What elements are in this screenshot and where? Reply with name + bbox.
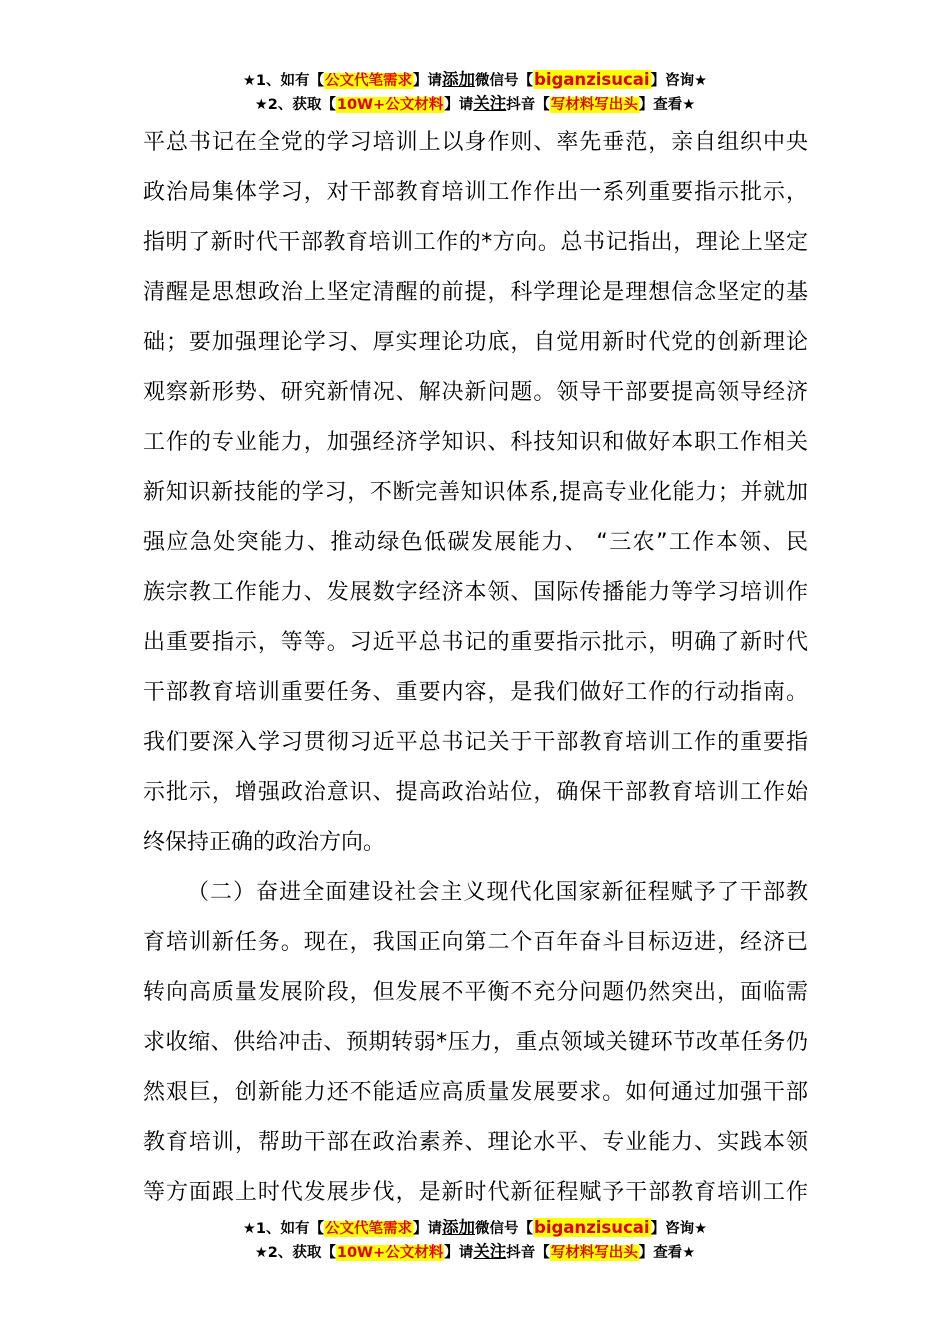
banner-line-1: ★1、如有【公文代笔需求】请添加微信号【biganzisucai】咨询★	[242, 1218, 708, 1237]
text-line: 指明了新时代干部教育培训工作的*方向。总书记指出，理论上坚定	[143, 230, 808, 255]
highlight-service: 公文代笔需求	[325, 1221, 413, 1237]
douyin-account: 写材料写出头	[550, 97, 638, 113]
header-banner	[0, 68, 950, 116]
text-line: 新知识新技能的学习，不断完善知识体系,提高专业化能力；并就加	[143, 480, 808, 505]
text-line: 育培训新任务。现在，我国正向第二个百年奋斗目标迈进，经济已	[143, 930, 808, 955]
text-line: 族宗教工作能力、发展数字经济本领、国际传播能力等学习培训作	[143, 580, 808, 605]
text-line: 平总书记在全党的学习培训上以身作则、率先垂范，亲自组织中央	[143, 130, 808, 155]
highlight-materials: 10W+公文材料	[336, 1245, 444, 1261]
text-line: 清醒是思想政治上坚定清醒的前提，科学理论是理想信念坚定的基	[143, 280, 808, 305]
banner-line-1: ★1、如有【公文代笔需求】请添加微信号【biganzisucai】咨询★	[242, 70, 708, 89]
highlight-materials: 10W+公文材料	[336, 97, 444, 113]
douyin-account: 写材料写出头	[550, 1245, 638, 1261]
highlight-service: 公文代笔需求	[325, 73, 413, 89]
text-line: 求收缩、供给冲击、预期转弱*压力，重点领域关键环节改革任务仍	[143, 1030, 808, 1055]
text-line-paragraph-start: （二）奋进全面建设社会主义现代化国家新征程赋予了干部教	[187, 880, 808, 905]
banner-line-2: ★2、获取【10W+公文材料】请关注抖音【写材料写出头】查看★	[254, 1242, 696, 1261]
text-line: 等方面跟上时代发展步伐，是新时代新征程赋予干部教育培训工作	[143, 1180, 808, 1205]
text-line: 强应急处突能力、推动绿色低碳发展能力、 “三农”工作本领、民	[143, 530, 808, 555]
text-line: 教育培训，帮助干部在政治素养、理论水平、专业能力、实践本领	[143, 1130, 808, 1155]
banner-line-2: ★2、获取【10W+公文材料】请关注抖音【写材料写出头】查看★	[254, 94, 696, 113]
footer-banner	[0, 1216, 950, 1264]
text-line: 工作的专业能力，加强经济学知识、科技知识和做好本职工作相关	[143, 430, 808, 455]
text-line: 出重要指示，等等。习近平总书记的重要指示批示，明确了新时代	[143, 630, 808, 655]
text-line: 观察新形势、研究新情况、解决新问题。领导干部要提高领导经济	[143, 380, 808, 405]
text-line: 我们要深入学习贯彻习近平总书记关于干部教育培训工作的重要指	[143, 730, 808, 755]
text-line: 然艰巨，创新能力还不能适应高质量发展要求。如何通过加强干部	[143, 1080, 808, 1105]
text-line: 转向高质量发展阶段，但发展不平衡不充分问题仍然突出，面临需	[143, 980, 808, 1005]
text-line: 示批示，增强政治意识、提高政治站位，确保干部教育培训工作始	[143, 780, 808, 805]
text-line: 干部教育培训重要任务、重要内容，是我们做好工作的行动指南。	[143, 680, 808, 705]
text-line-paragraph-end: 终保持正确的政治方向。	[143, 830, 386, 855]
wechat-id: biganzisucai	[534, 70, 650, 89]
text-line: 础；要加强理论学习、厚实理论功底，自觉用新时代党的创新理论	[143, 330, 808, 355]
text-line: 政治局集体学习，对干部教育培训工作作出一系列重要指示批示，	[143, 180, 808, 205]
wechat-id: biganzisucai	[534, 1218, 650, 1237]
